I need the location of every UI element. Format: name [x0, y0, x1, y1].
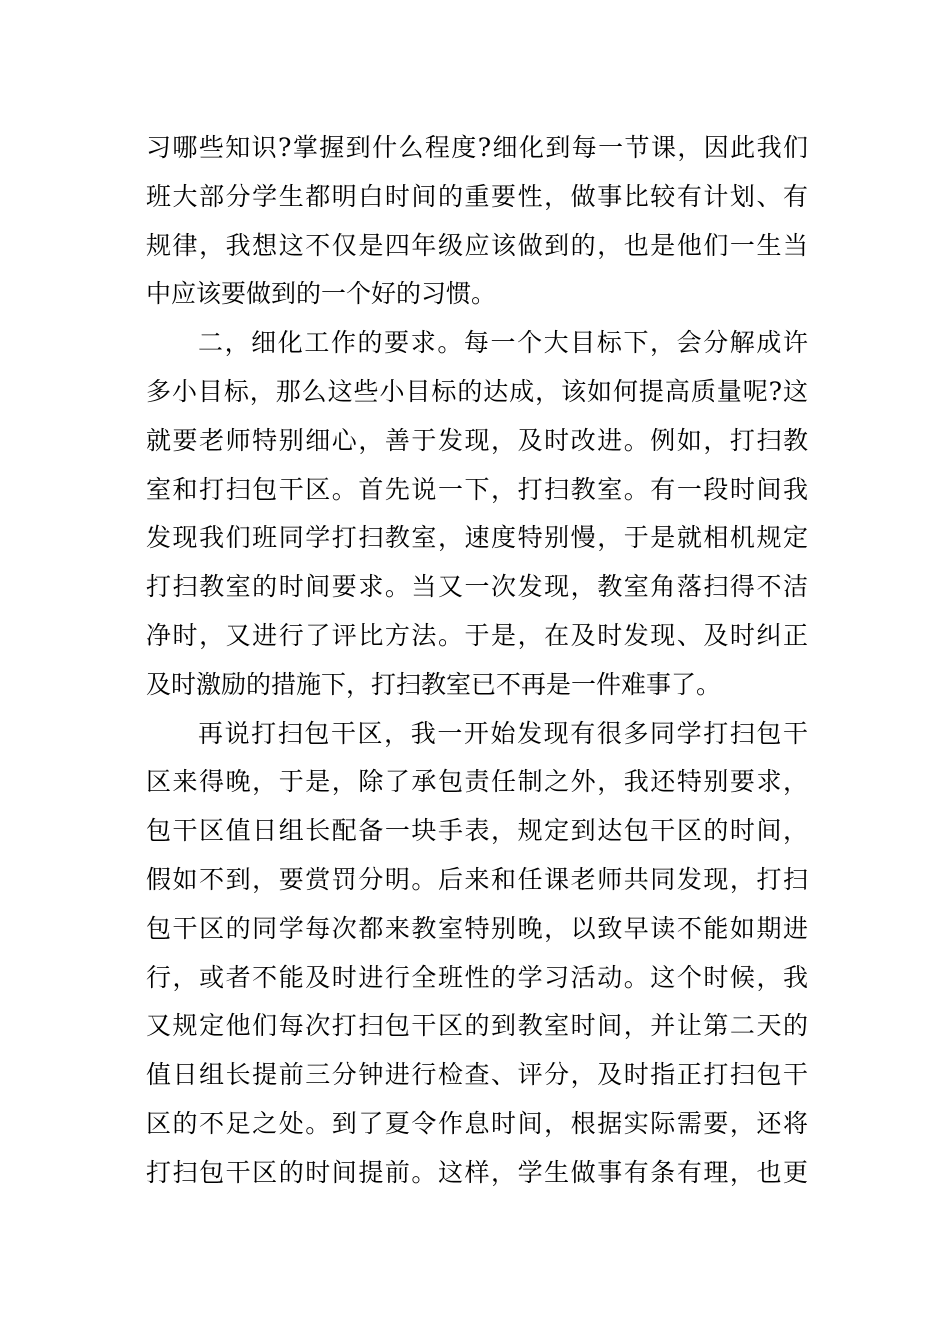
text-line: 包干区的同学每次都来教室特别晚，以致早读不能如期进: [146, 913, 808, 943]
text-line: 班大部分学生都明白时间的重要性，做事比较有计划、有: [146, 181, 808, 211]
text-line: 规律，我想这不仅是四年级应该做到的，也是他们一生当: [146, 230, 808, 260]
text-line: 打扫教室的时间要求。当又一次发现，教室角落扫得不洁: [146, 572, 808, 602]
paragraph-2: [146, 319, 808, 709]
paragraph-3: [146, 710, 808, 1198]
text-line: 行，或者不能及时进行全班性的学习活动。这个时候，我: [146, 962, 808, 992]
text-line: 二，细化工作的要求。每一个大目标下，会分解成许: [198, 328, 808, 358]
text-line: 打扫包干区的时间提前。这样，学生做事有条有理，也更: [146, 1157, 808, 1187]
text-line: 中应该要做到的一个好的习惯。: [146, 279, 497, 309]
text-line: 及时激励的措施下，打扫教室已不再是一件难事了。: [146, 669, 722, 699]
text-line: 假如不到，要赏罚分明。后来和任课老师共同发现，打扫: [146, 864, 808, 894]
text-line: 习哪些知识?掌握到什么程度?细化到每一节课，因此我们: [146, 133, 808, 162]
text-line: 区来得晚，于是，除了承包责任制之外，我还特别要求，: [146, 767, 808, 797]
text-line: 室和打扫包干区。首先说一下，打扫教室。有一段时间我: [146, 474, 808, 504]
text-line: 净时，又进行了评比方法。于是，在及时发现、及时纠正: [146, 620, 808, 650]
text-line: 就要老师特别细心，善于发现，及时改进。例如，打扫教: [146, 425, 808, 455]
text-line: 又规定他们每次打扫包干区的到教室时间，并让第二天的: [146, 1011, 808, 1041]
text-line: 值日组长提前三分钟进行检查、评分，及时指正打扫包干: [146, 1060, 808, 1090]
text-line: 发现我们班同学打扫教室，速度特别慢，于是就相机规定: [146, 523, 808, 553]
text-line: 再说打扫包干区，我一开始发现有很多同学打扫包干: [198, 718, 808, 748]
body-text: [146, 124, 808, 1198]
text-line: 区的不足之处。到了夏令作息时间，根据实际需要，还将: [146, 1108, 808, 1138]
paragraph-1: [146, 124, 808, 319]
text-line: 包干区值日组长配备一块手表，规定到达包干区的时间，: [146, 816, 808, 846]
text-line: 多小目标，那么这些小目标的达成，该如何提高质量呢?这: [146, 376, 808, 406]
